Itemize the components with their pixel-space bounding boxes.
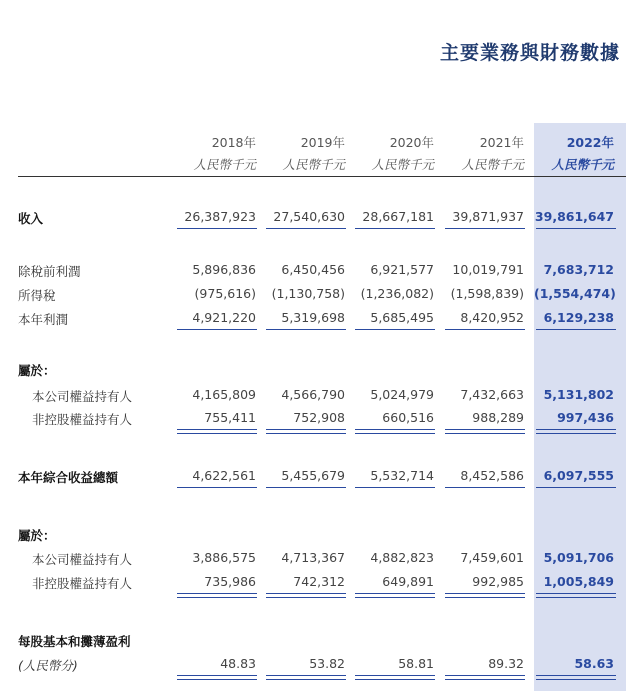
- cell-value: 6,921,577: [370, 262, 434, 277]
- cell-value: 992,985: [472, 574, 524, 589]
- underline: [266, 228, 346, 229]
- cell-value: 4,882,823: [370, 550, 434, 565]
- row-label: 收入: [18, 211, 44, 226]
- cell-value: (975,616): [194, 286, 256, 301]
- cell-value: 735,986: [204, 574, 256, 589]
- double-underline: [177, 593, 257, 598]
- cell-value: 5,091,706: [543, 550, 614, 565]
- row-income-tax: [0, 286, 626, 306]
- cell-value: 28,667,181: [362, 209, 434, 224]
- underline: [355, 329, 435, 330]
- row-label: 非控股權益持有人: [32, 576, 133, 591]
- cell-value: 53.82: [309, 656, 345, 671]
- row-label: 本年利潤: [18, 312, 69, 327]
- double-underline: [445, 429, 525, 434]
- cell-value: 10,019,791: [452, 262, 524, 277]
- col-header-unit: 人民幣千元: [551, 157, 614, 172]
- underline: [536, 329, 616, 330]
- cell-value: 39,861,647: [534, 209, 614, 224]
- cell-value: 5,685,495: [370, 310, 434, 325]
- page-title: 主要業務與財務數據: [439, 42, 620, 64]
- cell-value: 5,896,836: [192, 262, 256, 277]
- row-label: 除稅前利潤: [18, 264, 81, 279]
- underline: [355, 228, 435, 229]
- underline: [266, 329, 346, 330]
- cell-value: 8,452,586: [460, 468, 524, 483]
- row-non-controlling: [0, 410, 626, 430]
- row-owners: [0, 387, 626, 407]
- cell-value: 4,566,790: [281, 387, 345, 402]
- underline: [177, 487, 257, 488]
- double-underline: [445, 675, 525, 680]
- cell-value: 4,622,561: [192, 468, 256, 483]
- row-revenue: [0, 209, 626, 229]
- cell-value: 26,387,923: [184, 209, 256, 224]
- cell-value: (1,130,758): [271, 286, 345, 301]
- cell-value: 649,891: [382, 574, 434, 589]
- row-profit-before-tax: [0, 262, 626, 282]
- col-header-year: 2018年: [211, 135, 256, 150]
- row-non-controlling: [0, 574, 626, 594]
- double-underline: [536, 593, 616, 598]
- cell-value: 7,432,663: [460, 387, 524, 402]
- cell-value: 997,436: [557, 410, 614, 425]
- cell-value: 5,131,802: [543, 387, 614, 402]
- underline: [445, 487, 525, 488]
- underline: [177, 228, 257, 229]
- cell-value: 752,908: [293, 410, 345, 425]
- cell-value: 4,165,809: [192, 387, 256, 402]
- double-underline: [355, 593, 435, 598]
- double-underline: [355, 429, 435, 434]
- cell-value: 660,516: [382, 410, 434, 425]
- cell-value: 988,289: [472, 410, 524, 425]
- cell-value: 58.63: [574, 656, 614, 671]
- underline: [536, 487, 616, 488]
- cell-value: 8,420,952: [460, 310, 524, 325]
- row-attributable-heading: [0, 361, 626, 381]
- col-header-year: 2020年: [389, 135, 434, 150]
- cell-value: 6,450,456: [281, 262, 345, 277]
- row-attributable-heading: [0, 526, 626, 546]
- underline: [536, 228, 616, 229]
- cell-value: 4,713,367: [281, 550, 345, 565]
- cell-value: 5,319,698: [281, 310, 345, 325]
- cell-value: 89.32: [488, 656, 524, 671]
- row-label: 本年綜合收益總額: [18, 470, 119, 485]
- row-profit-for-year: [0, 310, 626, 330]
- cell-value: 58.81: [398, 656, 434, 671]
- cell-value: 5,024,979: [370, 387, 434, 402]
- row-sublabel: (人民幣分): [18, 658, 78, 673]
- cell-value: 7,459,601: [460, 550, 524, 565]
- cell-value: 7,683,712: [543, 262, 614, 277]
- underline: [445, 329, 525, 330]
- double-underline: [266, 675, 346, 680]
- col-header-year: 2019年: [300, 135, 345, 150]
- col-header-unit: 人民幣千元: [193, 157, 256, 172]
- double-underline: [266, 429, 346, 434]
- double-underline: [177, 429, 257, 434]
- double-underline: [355, 675, 435, 680]
- row-eps-heading: [0, 632, 626, 652]
- row-label: 非控股權益持有人: [32, 412, 133, 427]
- cell-value: 39,871,937: [452, 209, 524, 224]
- cell-value: 742,312: [293, 574, 345, 589]
- double-underline: [536, 675, 616, 680]
- header-rule: [18, 176, 626, 177]
- underline: [445, 228, 525, 229]
- cell-value: 755,411: [204, 410, 256, 425]
- underline: [177, 329, 257, 330]
- col-header-unit: 人民幣千元: [371, 157, 434, 172]
- col-header-year: 2021年: [479, 135, 524, 150]
- row-total-comprehensive-income: [0, 468, 626, 488]
- cell-value: 6,129,238: [543, 310, 614, 325]
- cell-value: 48.83: [220, 656, 256, 671]
- row-label: 屬於：: [18, 363, 56, 378]
- double-underline: [177, 675, 257, 680]
- cell-value: (1,554,474): [534, 286, 616, 301]
- row-label: 所得稅: [18, 288, 56, 303]
- cell-value: 3,886,575: [192, 550, 256, 565]
- cell-value: (1,236,082): [360, 286, 434, 301]
- underline: [355, 487, 435, 488]
- cell-value: 4,921,220: [192, 310, 256, 325]
- col-header-unit: 人民幣千元: [461, 157, 524, 172]
- row-label: 屬於：: [18, 528, 56, 543]
- underline: [266, 487, 346, 488]
- row-owners: [0, 550, 626, 570]
- cell-value: 27,540,630: [273, 209, 345, 224]
- row-label: 每股基本和攤薄盈利: [18, 634, 131, 649]
- double-underline: [445, 593, 525, 598]
- row-label: 本公司權益持有人: [32, 389, 133, 404]
- double-underline: [266, 593, 346, 598]
- cell-value: 1,005,849: [543, 574, 614, 589]
- row-label: 本公司權益持有人: [32, 552, 133, 567]
- double-underline: [536, 429, 616, 434]
- cell-value: 5,532,714: [370, 468, 434, 483]
- cell-value: (1,598,839): [450, 286, 524, 301]
- cell-value: 5,455,679: [281, 468, 345, 483]
- cell-value: 6,097,555: [543, 468, 614, 483]
- row-eps: [0, 656, 626, 676]
- col-header-unit: 人民幣千元: [282, 157, 345, 172]
- col-header-year: 2022年: [566, 135, 614, 150]
